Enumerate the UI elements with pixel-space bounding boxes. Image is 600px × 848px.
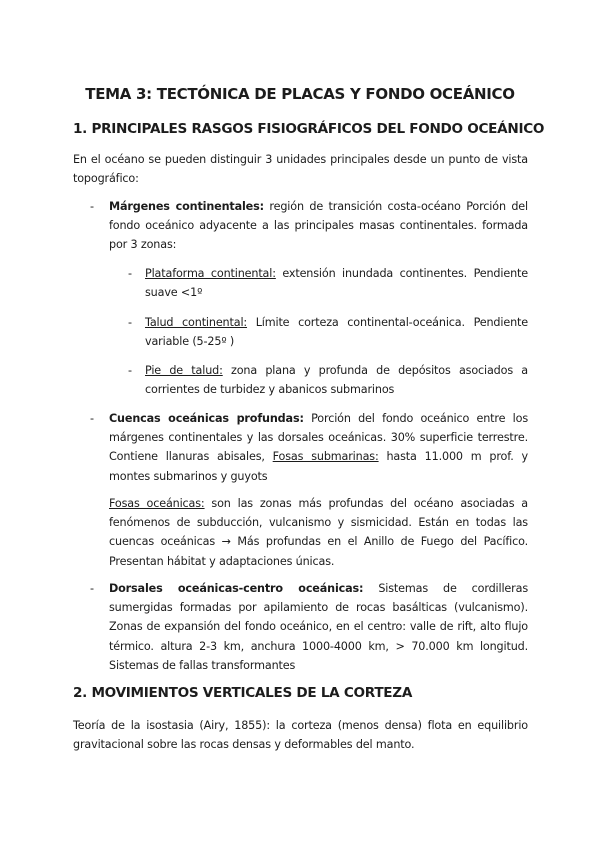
bullet-margenes-continentales xyxy=(109,197,528,255)
pie-de-talud-term: Pie de talud: xyxy=(145,364,223,377)
bullet-marker: - xyxy=(90,582,95,595)
zone-plataforma xyxy=(145,264,528,302)
dorsales-term: Dorsales oceánicas-centro oceánicas: xyxy=(109,582,364,595)
fosas-submarinas-term: Fosas submarinas: xyxy=(272,450,379,464)
margenes-text: región de transición costa-océano Porción del fondo oceánico adyacente a las principales masas continentales. formada por 3 zonas: xyxy=(109,200,528,252)
section-1-heading: 1. PRINCIPALES RASGOS FISIOGRÁFICOS DEL FONDO OCEÁNICO xyxy=(73,121,545,137)
bullet-marker: - xyxy=(90,200,95,213)
document-title: TEMA 3: TECTÓNICA DE PLACAS Y FONDO OCEÁNICO xyxy=(85,85,515,103)
talud-text: Límite corteza continental-oceánica. Pendiente variable (5-25º ) xyxy=(145,316,528,349)
bullet-marker: - xyxy=(128,316,133,329)
zone-pie-de-talud xyxy=(145,361,528,399)
pie-de-talud-text: zona plana y profunda de depósitos asociados a corrientes de turbidez y abanicos submarinos xyxy=(145,364,529,397)
cuencas-text-a: Porción del fondo oceánico entre los márgenes continentales y las dorsales oceánicas. 30% superficie terrestre. Contiene llanuras abisales, xyxy=(109,412,528,464)
plataforma-text: extensión inundada continentes. Pendiente suave <1º xyxy=(145,267,528,300)
cuencas-term: Cuencas oceánicas profundas: xyxy=(109,412,304,425)
talud-term: Talud continental: xyxy=(145,316,248,329)
fosas-oceanicas-text: son las zonas más profundas del océano asociadas a fenómenos de subducción, vulcanismo y sismicidad. Están en todas las cuencas oceánicas → Más profundas en el Anillo de Fuego del Pacífico. Presentan hábitat y adaptaciones únicas. xyxy=(109,497,528,568)
dorsales-text: Sistemas de cordilleras sumergidas formadas por apilamiento de rocas basálticas (vulcanismo). Zonas de expansión del fondo oceánico, en el centro: valle de rift, alto flujo térmico. altura 2-3 km, anchura 1000-4000 km, > 70.000 km longitud. Sistemas de fallas transformantes xyxy=(109,582,528,672)
zone-talud xyxy=(145,313,528,351)
margenes-term: Márgenes continentales: xyxy=(109,200,264,213)
section-2-heading: 2. MOVIMIENTOS VERTICALES DE LA CORTEZA xyxy=(73,685,413,701)
section-1-intro-text: En el océano se pueden distinguir 3 unidades principales desde un punto de vista topográfico: xyxy=(73,153,528,186)
section-2-text: Teoría de la isostasia (Airy, 1855): la corteza (menos densa) flota en equilibrio gravitacional sobre las rocas densas y deformables del manto. xyxy=(73,719,528,752)
fosas-oceanicas-paragraph xyxy=(109,494,528,571)
section-2-paragraph xyxy=(73,716,528,754)
bullet-marker: - xyxy=(90,412,95,425)
bullet-marker: - xyxy=(128,364,133,377)
bullet-dorsales-oceanicas xyxy=(109,579,528,675)
bullet-marker: - xyxy=(128,267,133,280)
cuencas-text-b: hasta 11.000 m prof. y montes submarinos y guyots xyxy=(109,450,528,483)
plataforma-term: Plataforma continental: xyxy=(145,267,276,280)
fosas-oceanicas-term: Fosas oceánicas: xyxy=(109,497,205,510)
bullet-cuencas-oceanicas xyxy=(109,409,528,486)
section-1-intro xyxy=(73,150,528,188)
